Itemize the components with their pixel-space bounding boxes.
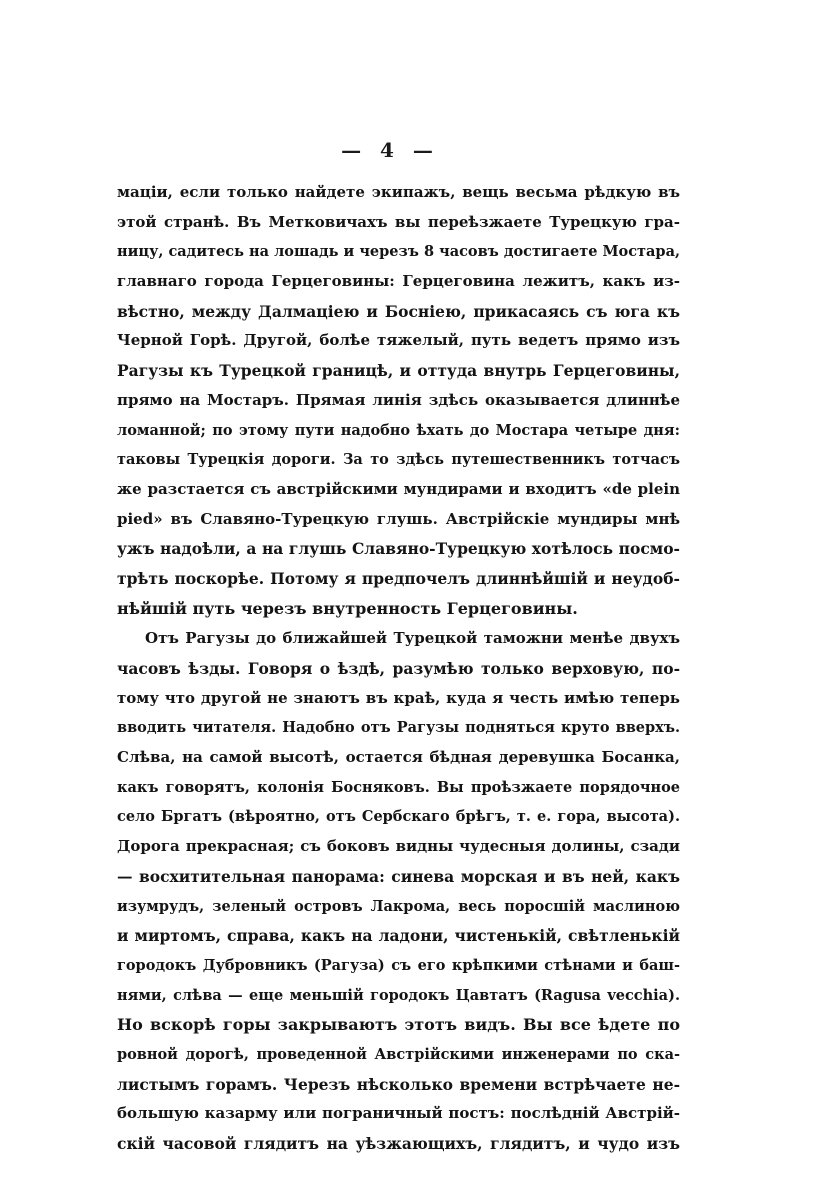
text-line: скiй часовой глядитъ на уѣзжающихъ, глядитъ, и чудо изъ (117, 1134, 680, 1153)
text-line: Но вскорѣ горы закрываютъ этотъ видъ. Вы все ѣдете по (117, 1015, 680, 1035)
text-line: Черной Горѣ. Другой, болѣе тяжелый, путь ведетъ прямо изъ (117, 331, 680, 350)
text-line: часовъ ѣзды. Говоря о ѣздѣ, разумѣю только верховую, по- (117, 659, 680, 678)
text-line: село Бргатъ (вѣроятно, отъ Сербскаго брѣгъ, т. е. гора, высота). (117, 808, 680, 826)
text-line: мацiи, если только найдете экипажъ, вещь весьма рѣдкую въ (117, 183, 680, 201)
paragraph-2 (117, 624, 680, 1158)
text-line: листымъ горамъ. Черезъ нѣсколько времени встрѣчаете не- (117, 1074, 680, 1094)
text-line: же разстается съ австрiйскими мундирами и входитъ «de plein (117, 479, 680, 498)
text-line: Дорога прекрасная; съ боковъ видны чудесныя долины, сзади (117, 837, 680, 856)
text-line: pied» въ Славяно-Турецкую глушь. Австрiйскiе мундиры мнѣ (117, 509, 680, 528)
text-line: таковы Турецкiя дороги. За то здѣсь путешественникъ тотчасъ (117, 451, 680, 469)
text-line: Слѣва, на самой высотѣ, остается бѣдная деревушка Босанка, (117, 748, 680, 767)
text-line: изумрудъ, зеленый островъ Лакрома, весь поросшiй маслиною (117, 897, 680, 915)
text-line: вѣстно, между Далмацiею и Боснiею, прикасаясь съ юга къ (117, 301, 680, 321)
text-line: вводить читателя. Надобно отъ Рагузы подняться круто вверхъ. (117, 719, 680, 737)
text-line: прямо на Мостаръ. Прямая линiя здѣсь оказывается длиннѣе (117, 390, 680, 409)
text-line: нями, слѣва — еще меньшiй городокъ Цавтатъ (Ragusa vecchia). (117, 986, 680, 1004)
body-text (117, 178, 680, 1159)
text-line: и миртомъ, справа, какъ на ладони, чистенькiй, свѣтленькiй (117, 926, 680, 946)
paragraph-1 (117, 178, 680, 623)
text-line: нѣйшiй путь черезъ внутренность Герцеговины. (117, 598, 578, 618)
text-line: ломанной; по этому пути надобно ѣхать до Мостара четыре дня: (117, 421, 680, 439)
page-number: — 4 — (341, 138, 439, 162)
text-line: ровной дорогѣ, проведенной Австрiйскими инженерами по ска- (117, 1045, 680, 1063)
text-line: этой странѣ. Въ Метковичахъ вы переѣзжаете Турецкую гра- (117, 212, 680, 231)
text-line: главнаго города Герцеговины: Герцеговина лежитъ, какъ из- (117, 272, 680, 291)
text-line: ницу, садитесь на лошадь и черезъ 8 часовъ достигаете Мостара, (117, 243, 680, 261)
text-line: Рагузы къ Турецкой границѣ, и оттуда внутрь Герцеговины, (117, 361, 680, 381)
text-line: тому что другой не знаютъ въ краѣ, куда я честь имѣю теперь (117, 688, 680, 707)
text-line: — восхитительная панорама: синева морская и въ ней, какъ (117, 866, 680, 886)
text-line: какъ говорятъ, колонiя Босняковъ. Вы проѣзжаете порядочное (117, 778, 680, 796)
text-line: городокъ Дубровникъ (Рагуза) съ его крѣпкими стѣнами и баш- (117, 956, 680, 974)
text-line: ужъ надоѣли, а на глушь Славяно-Турецкую хотѣлось посмо- (117, 539, 680, 559)
text-line: Отъ Рагузы до ближайшей Турецкой таможни менѣе двухъ (145, 629, 680, 648)
text-line: трѣть поскорѣе. Потому я предпочелъ длиннѣйшiй и неудоб- (117, 568, 680, 588)
text-line: большую казарму или пограничный постъ: послѣднiй Австрiй- (117, 1104, 680, 1123)
